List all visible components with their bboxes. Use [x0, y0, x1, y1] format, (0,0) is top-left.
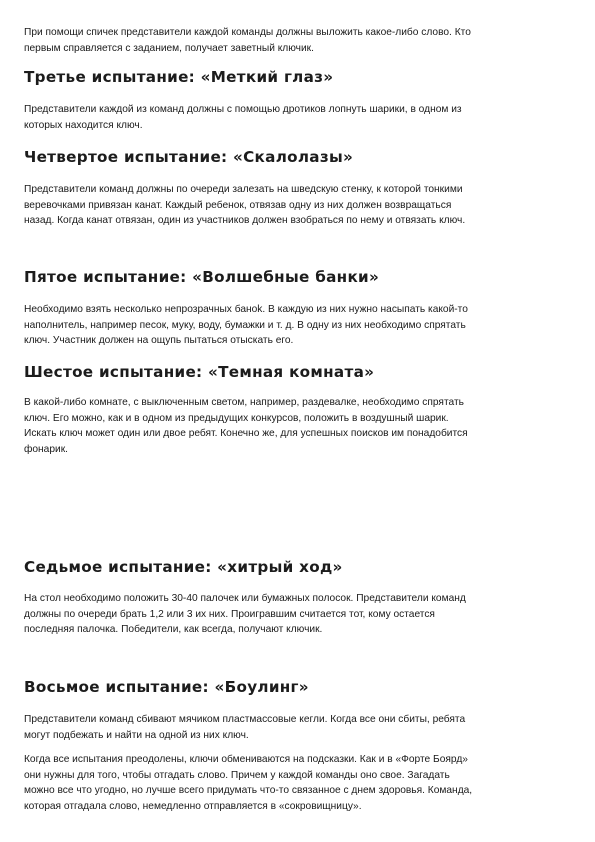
section-title-5: Пятое испытание: «Волшебные банки» [24, 268, 380, 286]
text-line: Необходимо взять несколько непрозрачных баноk. В каждую из них нужно насыпать какой-то [24, 304, 468, 315]
section-paragraph-8 [24, 712, 570, 743]
text-line: Представители команд должны по очереди залезать на шведскую стенку, к которой тонкими [24, 184, 463, 195]
section-paragraph-6 [24, 395, 570, 457]
section-paragraph-3 [24, 102, 570, 133]
closing-paragraph [24, 752, 570, 814]
text-line: они нужны для того, чтобы отгадать слово. Причем у каждой команды оно свое. Загадать [24, 769, 450, 781]
section-heading [24, 147, 570, 167]
text-line: Искать ключ может один или двое ребят. Конечно же, для успешных поисков им понадобится [24, 428, 468, 440]
text-line: можно все что угодно, но лучше всего придумать что-то связанное с днем здоровья. Команда, [24, 785, 473, 797]
section-paragraph-5 [24, 302, 570, 349]
text-line: должны по очереди брать 1,2 или 3 их них. Проигравшим считается тот, кому остается [24, 608, 435, 620]
section-title-8: Восьмое испытание: «Боулинг» [24, 678, 309, 696]
section-heading [24, 557, 570, 577]
section-title-6: Шестое испытание: «Темная комната» [24, 363, 375, 381]
text-line: ключ. Участник должен на ощупь пытаться отыскать его. [24, 335, 294, 347]
text-line: Представители команд сбивают мячиком пластмассовые кегли. Когда все они сбиты, ребята [24, 714, 466, 725]
text-line: последняя палочка. Победители, как всегда, получают ключик. [24, 624, 323, 636]
section-paragraph-4 [24, 182, 570, 229]
text-line: При помощи спичек представители каждой команды должны выложить какое-либо слово. Кто [24, 27, 471, 38]
text-line: В какой-либо комнате, с выключенным светом, например, раздевалке, необходимо спрятать [24, 397, 464, 408]
section-title-3: Третье испытание: «Меткий глаз» [24, 68, 334, 86]
text-line: назад. Когда канат отвязан, один из участников должен взобраться по нему и отвязать ключ. [24, 215, 466, 227]
text-line: ключ. Его можно, как и в одном из предыдущих конкурсов, положить в воздушный шарик. [24, 412, 449, 424]
text-line: первым справляется с заданием, получает заветный ключик. [24, 42, 314, 54]
section-title-7: Седьмое испытание: «хитрый ход» [24, 558, 343, 576]
text-line: могут подбежать и найти на одной из них ключ. [24, 729, 249, 741]
text-line: Представители каждой из команд должны с помощью дротиков лопнуть шарики, в одном из [24, 104, 462, 115]
section-paragraph-7 [24, 591, 570, 638]
text-line: наполнитель, например песок, муку, воду, бумажки и т. д. В одну из них необходимо спрятать [24, 319, 466, 331]
section-heading [24, 267, 570, 287]
text-line: веревочками привязан канат. Каждый ребенок, отвязав одну из них должен возвращаться [24, 199, 452, 211]
intro-paragraph [24, 25, 570, 56]
section-title-4: Четвертое испытание: «Скалолазы» [24, 148, 354, 166]
text-line: которых находится ключ. [24, 119, 143, 131]
text-line: На стол необходимо положить 30-40 палочек или бумажных полосок. Представители команд [24, 593, 466, 604]
text-line: фонарик. [24, 443, 68, 455]
text-line: которая отгадала слово, немедленно отправляется в «сокровищницу». [24, 800, 362, 812]
section-heading [24, 362, 570, 382]
section-heading [24, 677, 570, 697]
section-heading [24, 67, 570, 87]
text-line: Когда все испытания преодолены, ключи обмениваются на подсказки. Как и в «Форте Боярд» [24, 754, 468, 765]
